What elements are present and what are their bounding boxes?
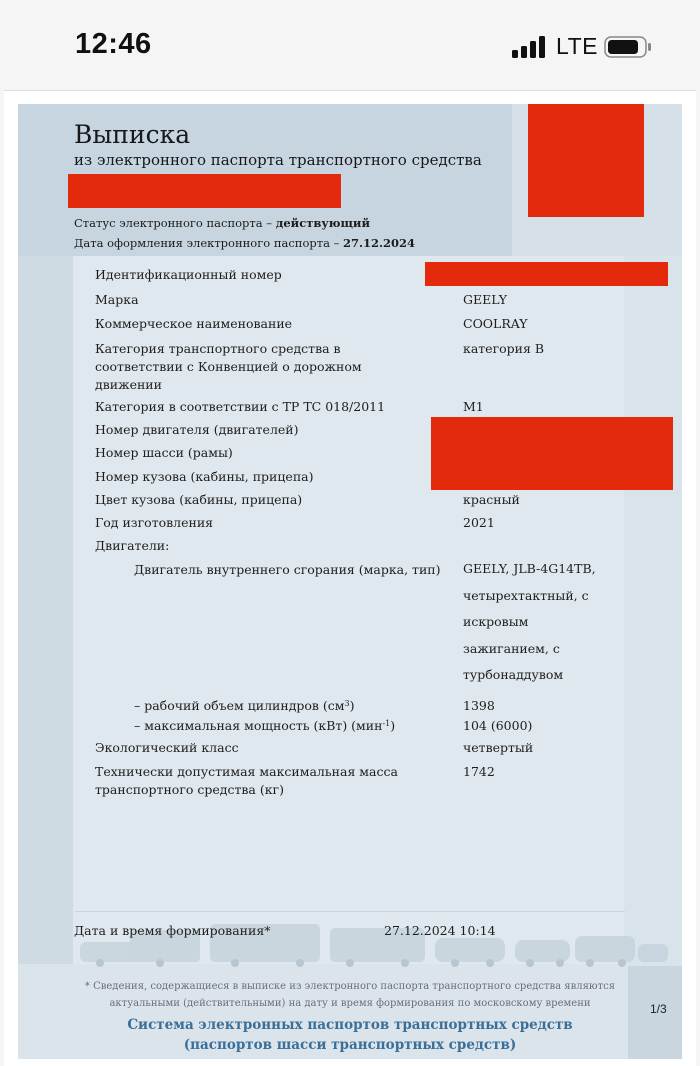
- issue-date-value: 27.12.2024: [343, 236, 416, 250]
- issue-date: [74, 236, 415, 250]
- engines-heading: Двигатели:: [95, 538, 170, 553]
- category-label-line: Категория транспортного средства в: [95, 341, 341, 356]
- category-label: [95, 340, 362, 394]
- system-name-line: (паспортов шасси транспортных средств): [183, 1037, 517, 1053]
- redaction-passport-number: [68, 174, 341, 208]
- mass-label-line: Технически допустимая максимальная масса: [95, 764, 398, 779]
- status-value: действующий: [275, 216, 370, 230]
- ice-label: Двигатель внутреннего сгорания (марка, тип): [134, 562, 441, 577]
- network-type: LTE: [556, 33, 598, 59]
- ice-value-line: искровым: [463, 614, 529, 629]
- tr-category-label: Категория в соответствии с ТР ТС 018/2011: [95, 399, 386, 414]
- mass-label-line: транспортного средства (кг): [95, 782, 284, 797]
- category-value: категория B: [463, 341, 545, 356]
- footnote-line: * Сведения, содержащиеся в выписке из электронного паспорта транспортного средства являются: [84, 981, 616, 992]
- eco-class-label: Экологический класс: [95, 740, 239, 755]
- color-label: Цвет кузова (кабины, прицепа): [95, 492, 303, 507]
- power-unit-sup: -1: [382, 719, 391, 728]
- ice-value-line: GEELY, JLB-4G14TB,: [463, 561, 596, 576]
- document-title: Выписка: [74, 120, 191, 149]
- commercial-name-value: COOLRAY: [463, 316, 528, 331]
- displacement-label-text: – рабочий объем цилиндров (см: [134, 698, 345, 713]
- footnote-line: актуальными (действительными) на дату и время формирования по московскому времени: [109, 998, 591, 1009]
- ice-value-line: зажиганием, с: [463, 640, 560, 656]
- clock: 12:46: [75, 28, 152, 60]
- ice-value: [463, 556, 596, 689]
- mass-label: [95, 763, 398, 799]
- power-value: 104 (6000): [463, 718, 533, 733]
- separator: [75, 911, 625, 912]
- system-name-line: Система электронных паспортов транспортных средств: [127, 1017, 573, 1033]
- power-label-text: – максимальная мощность (кВт) (мин: [134, 718, 383, 733]
- commercial-name-label: Коммерческое наименование: [95, 316, 293, 331]
- category-label-line: соответствии с Конвенцией о дорожном: [95, 359, 362, 374]
- page-number: 1/3: [650, 1002, 667, 1016]
- year-value: 2021: [463, 515, 495, 530]
- ice-value-line: турбонаддувом: [463, 667, 564, 682]
- category-label-line: движении: [95, 377, 162, 392]
- formed-datetime-value: 27.12.2024 10:14: [384, 923, 496, 938]
- displacement-value: 1398: [463, 698, 495, 713]
- make-value: GEELY: [463, 292, 507, 307]
- displacement-label: [134, 697, 355, 715]
- body-number-label: Номер кузова (кабины, прицепа): [95, 469, 314, 484]
- engine-number-label: Номер двигателя (двигателей): [95, 422, 299, 437]
- displacement-label-end: ): [349, 698, 355, 713]
- make-label: Марка: [95, 292, 139, 307]
- displacement-unit-sup: 3: [344, 699, 350, 708]
- mass-value: 1742: [463, 764, 495, 779]
- status-label: Статус электронного паспорта –: [74, 216, 276, 230]
- eco-class-value: четвертый: [463, 740, 534, 755]
- power-label: [134, 717, 395, 735]
- tr-category-value: M1: [463, 399, 484, 414]
- power-label-end: ): [390, 718, 396, 733]
- issue-date-label: Дата оформления электронного паспорта –: [74, 236, 344, 250]
- redaction-qr: [528, 104, 644, 217]
- ice-value-line: четырехтактный, с: [463, 587, 589, 603]
- status-bar: [0, 0, 700, 90]
- redaction-numbers: [431, 417, 673, 490]
- vin-label: Идентификационный номер: [95, 267, 282, 282]
- signal-icon: [512, 36, 548, 58]
- passport-status: [74, 216, 370, 230]
- redaction-vin: [425, 262, 668, 286]
- battery-icon: [604, 36, 652, 58]
- chassis-number-label: Номер шасси (рамы): [95, 445, 233, 460]
- year-label: Год изготовления: [95, 515, 214, 530]
- document-subtitle: из электронного паспорта транспортного средства: [74, 151, 482, 169]
- color-value: красный: [463, 492, 520, 507]
- formed-datetime-label: Дата и время формирования*: [74, 923, 271, 938]
